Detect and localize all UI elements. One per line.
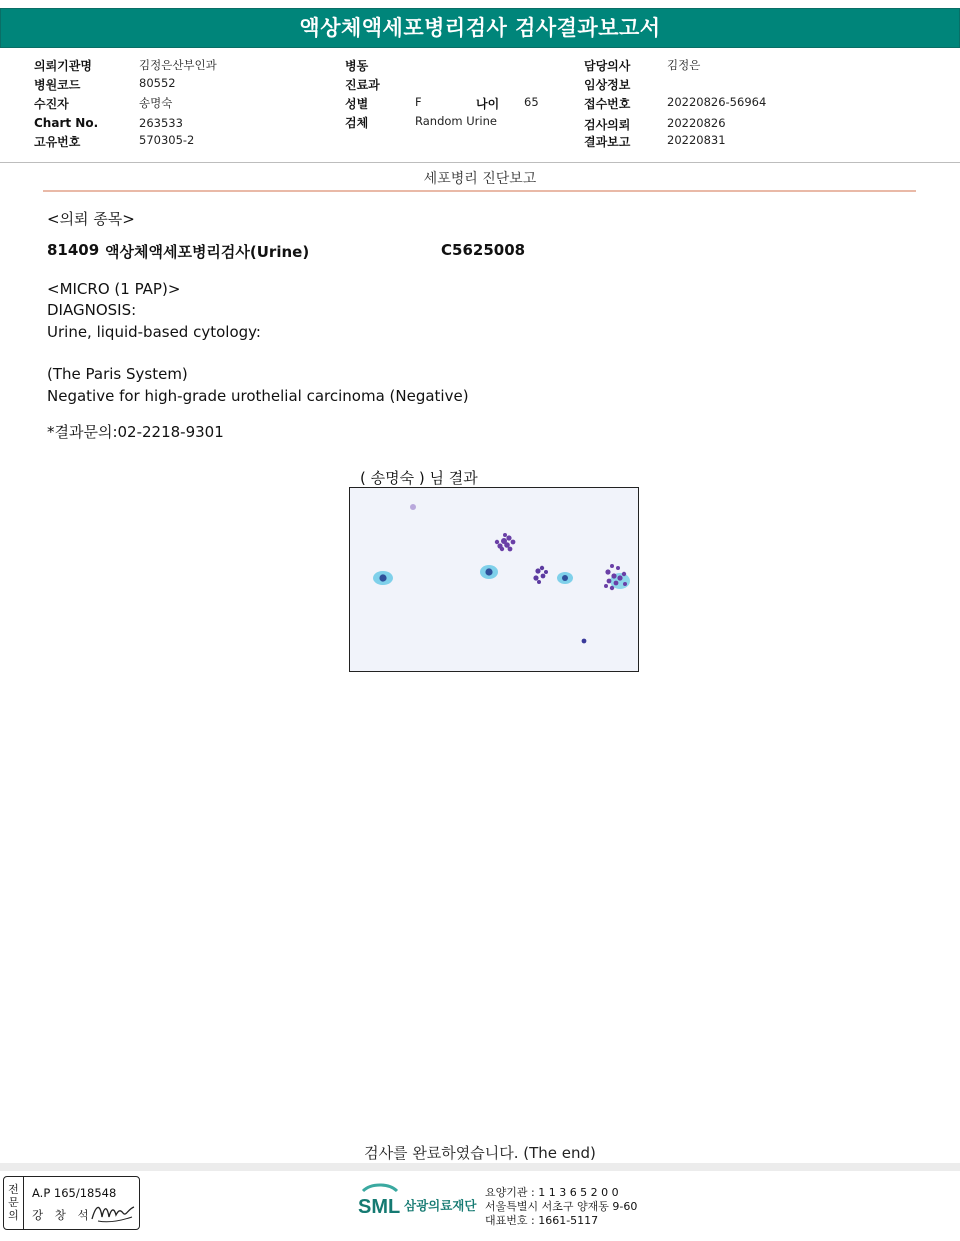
org-code: 요양기관 : 1 1 3 6 5 2 0 0 [485, 1186, 619, 1199]
info-label-institution: 의뢰기관명 [34, 59, 92, 73]
contact-info: *결과문의:02-2218-9301 [47, 423, 224, 441]
section-title: 세포병리 진단보고 [423, 171, 537, 187]
info-label-sex: 성별 [345, 97, 369, 111]
cytology-image [349, 487, 639, 672]
diagnosis-result: Negative for high-grade urothelial carcinoma (Negative) [47, 387, 469, 405]
info-label-doctor: 담당의사 [584, 59, 631, 73]
info-label-report-date: 결과보고 [584, 135, 631, 149]
image-caption: ( 송명숙 ) 님 결과 [360, 469, 478, 487]
diagnosis-text: Urine, liquid-based cytology: [47, 323, 261, 341]
info-label-request-date: 검사의뢰 [584, 118, 631, 132]
info-value-age: 65 [524, 95, 539, 109]
info-label-unique-no: 고유번호 [34, 135, 81, 149]
diagnosis-label: DIAGNOSIS: [47, 301, 137, 319]
micro-header: <MICRO (1 PAP)> [47, 280, 181, 298]
info-label-receipt-no: 접수번호 [584, 97, 631, 111]
end-message: 검사를 완료하였습니다. (The end) [364, 1144, 596, 1162]
info-label-ward: 병동 [345, 59, 369, 73]
info-value-unique-no: 570305-2 [139, 133, 195, 147]
info-value-chart-no: 263533 [139, 116, 183, 130]
info-value-report-date: 20220831 [667, 133, 726, 147]
info-label-patient: 수진자 [34, 97, 69, 111]
info-divider [0, 162, 960, 163]
info-value-sex: F [415, 95, 422, 109]
cytology-image-graphic [350, 488, 638, 671]
sml-logo [357, 1183, 401, 1229]
info-value-institution: 김정은산부인과 [139, 58, 217, 72]
info-label-chart-no: Chart No. [34, 116, 99, 130]
order-name: 액상체액세포병리검사(Urine) [105, 243, 310, 261]
info-label-age: 나이 [476, 97, 500, 111]
signature-license: A.P 165/18548 [32, 1186, 117, 1200]
paris-system-label: (The Paris System) [47, 365, 188, 383]
signature-name: 강 창 석 [32, 1208, 93, 1222]
info-value-doctor: 김정은 [667, 58, 701, 72]
info-value-receipt-no: 20220826-56964 [667, 95, 767, 109]
info-value-patient: 송명숙 [139, 96, 173, 110]
org-phone: 대표번호 : 1661-5117 [485, 1214, 599, 1227]
info-label-specimen: 검체 [345, 116, 369, 130]
footer-band [0, 1163, 960, 1171]
info-value-hospital-code: 80552 [139, 76, 176, 90]
org-name: 삼광의료재단 [404, 1198, 477, 1213]
signature-side-label: 전문의 [4, 1177, 24, 1229]
section-underline [43, 190, 916, 192]
order-code: 81409 [47, 241, 100, 259]
patient-info-panel [0, 52, 960, 162]
order-id: C5625008 [441, 241, 526, 259]
report-title: 액상체액세포병리검사 검사결과보고서 [0, 8, 960, 48]
order-header: <의뢰 종목> [47, 210, 135, 228]
info-value-specimen: Random Urine [415, 114, 497, 128]
sml-logo-text: SML [358, 1196, 401, 1218]
org-address: 서울특별시 서초구 양재동 9-60 [485, 1200, 638, 1213]
handwritten-signature-icon [90, 1199, 136, 1225]
signature-box [3, 1176, 140, 1230]
info-label-clinical-info: 임상정보 [584, 78, 631, 92]
info-value-request-date: 20220826 [667, 116, 726, 130]
info-label-hospital-code: 병원코드 [34, 78, 81, 92]
info-label-department: 진료과 [345, 78, 380, 92]
sml-logo-icon [357, 1183, 401, 1225]
